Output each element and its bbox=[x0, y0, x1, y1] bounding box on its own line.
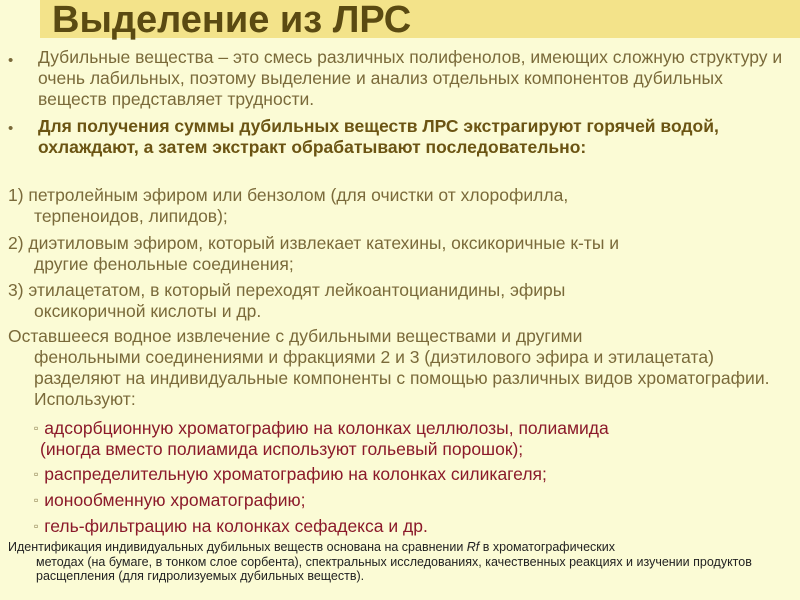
remaining-rest: фенольными соединениями и фракциями 2 и 3 (диэтилового эфира и этилацетата) разделяют на индивидуальные компоненты с помощью различных видов хроматографии. Используют: bbox=[34, 347, 770, 409]
bullet-icon: • bbox=[8, 52, 14, 69]
method-item-2 bbox=[34, 464, 794, 485]
bullet-icon: • bbox=[8, 120, 14, 137]
bullet-text-2: Для получения суммы дубильных веществ ЛРС экстрагируют горячей водой, охлаждают, а затем экстракт обрабатывают последовательно: bbox=[38, 116, 719, 157]
remaining-paragraph bbox=[8, 326, 793, 410]
method-item-4 bbox=[34, 516, 794, 537]
footer-rf: Rf bbox=[466, 540, 480, 554]
remaining-line1: Оставшееся водное извлечение с дубильными веществами и другими bbox=[8, 326, 583, 346]
step-1-line2: терпеноидов, липидов); bbox=[34, 206, 228, 226]
step-2-line1: 2) диэтиловым эфиром, который извлекает катехины, оксикоричные к-ты и bbox=[8, 233, 620, 253]
footer-line1-before: Идентификация индивидуальных дубильных веществ основана на сравнении bbox=[8, 540, 467, 554]
step-1 bbox=[8, 185, 793, 227]
bullet-text-1: Дубильные вещества – это смесь различных полифенолов, имеющих сложную структуру и очень лабильных, поэтому выделение и анализ отдельных компонентов дубильных веществ представляет трудности. bbox=[38, 47, 783, 109]
step-2-line2: другие фенольные соединения; bbox=[34, 254, 294, 274]
slide-title: Выделение из ЛРС bbox=[52, 0, 412, 41]
sub-bullet-icon: ▫ bbox=[34, 421, 39, 435]
method-2-line1: распределительную хроматографию на колонках силикагеля; bbox=[44, 464, 547, 484]
footer-rest: методах (на бумаге, в тонком слое сорбента), спектральных исследованиях, качественных реакциях и изучении продуктов расщепления (для гидролизуемых дубильных веществ). bbox=[36, 554, 752, 583]
method-item-3 bbox=[34, 490, 794, 511]
sub-bullet-icon: ▫ bbox=[34, 519, 39, 533]
step-3-line2: оксикоричной кислоты и др. bbox=[34, 301, 262, 321]
method-1-line1: адсорбционную хроматографию на колонках целлюлозы, полиамида bbox=[44, 418, 609, 438]
step-3-line1: 3) этилацетатом, в который переходят лейкоантоцианидины, эфиры bbox=[8, 280, 566, 300]
footer-note bbox=[8, 540, 793, 584]
footer-line1-after: в хроматографических bbox=[479, 540, 615, 554]
step-2 bbox=[8, 233, 793, 275]
method-1-line2: (иногда вместо полиамида используют гольевый порошок); bbox=[40, 439, 524, 459]
method-3-line1: ионообменную хроматографию; bbox=[44, 490, 306, 510]
sub-bullet-icon: ▫ bbox=[34, 467, 39, 481]
sub-bullet-icon: ▫ bbox=[34, 493, 39, 507]
step-1-line1: 1) петролейным эфиром или бензолом (для очистки от хлорофилла, bbox=[8, 185, 569, 205]
method-4-line1: гель-фильтрацию на колонках сефадекса и др. bbox=[44, 516, 428, 536]
step-3 bbox=[8, 280, 793, 322]
method-item-1 bbox=[34, 418, 794, 460]
